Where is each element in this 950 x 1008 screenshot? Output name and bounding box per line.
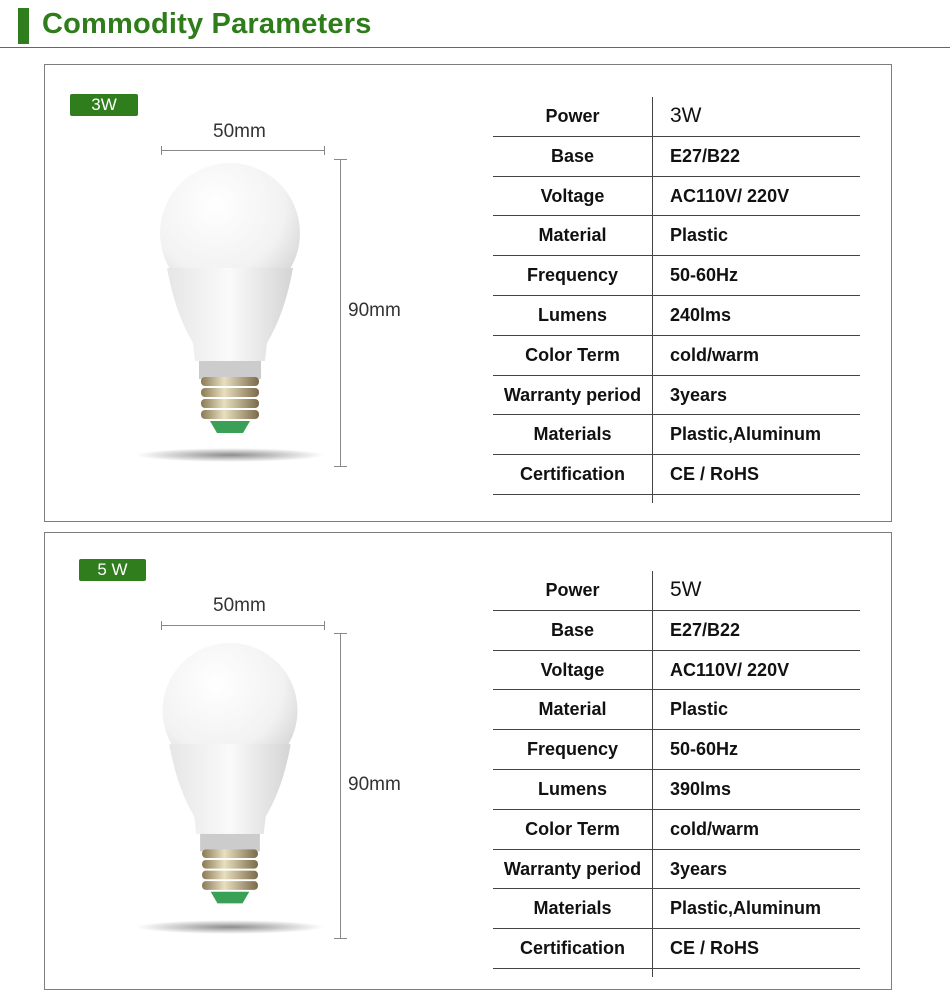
spec-value: cold/warm — [670, 818, 760, 839]
spec-key: Color Term — [525, 818, 620, 839]
spec-key: Power — [545, 106, 600, 126]
spec-key: Warranty period — [503, 384, 642, 405]
spec-value: 3years — [670, 384, 728, 405]
spec-value: 390lms — [670, 778, 732, 799]
spec-row — [493, 336, 860, 376]
spec-value: 240lms — [670, 304, 732, 325]
led-bulb-image — [155, 163, 305, 443]
wattage-badge: 5 W — [79, 559, 146, 581]
spec-value: 50-60Hz — [670, 739, 739, 760]
spec-value: E27/B22 — [670, 619, 741, 640]
spec-row — [493, 810, 860, 850]
spec-row — [493, 376, 860, 416]
spec-table — [493, 571, 860, 969]
spec-value: Plastic,Aluminum — [670, 898, 822, 919]
spec-row — [493, 730, 860, 770]
product-panel-3w — [44, 64, 892, 522]
spec-value: Plastic — [670, 225, 729, 246]
header-accent-bar — [18, 8, 29, 44]
spec-row — [493, 690, 860, 730]
bulb-shadow — [135, 920, 325, 934]
height-dimension-line — [340, 159, 341, 467]
spec-key: Voltage — [540, 185, 605, 206]
spec-row — [493, 770, 860, 810]
spec-key: Lumens — [537, 778, 607, 799]
wattage-badge: 3W — [70, 94, 138, 116]
spec-value: CE / RoHS — [670, 464, 760, 485]
spec-key: Frequency — [526, 739, 619, 760]
spec-value: Plastic,Aluminum — [670, 424, 822, 445]
width-dimension-label: 50mm — [213, 121, 266, 142]
height-dimension-label: 90mm — [348, 300, 401, 321]
spec-value: 3years — [670, 858, 728, 879]
spec-value: 3W — [670, 104, 702, 127]
spec-key: Voltage — [540, 659, 605, 680]
led-bulb-image — [155, 643, 305, 913]
spec-table — [493, 97, 860, 495]
spec-row — [493, 929, 860, 969]
spec-key: Color Term — [525, 344, 620, 365]
spec-value: E27/B22 — [670, 145, 741, 166]
spec-value: 50-60Hz — [670, 265, 739, 286]
spec-key: Frequency — [526, 265, 619, 286]
spec-row — [493, 850, 860, 890]
product-panel-5w — [44, 532, 892, 990]
spec-row — [493, 97, 860, 137]
spec-key: Power — [545, 580, 600, 600]
spec-key: Materials — [533, 424, 612, 445]
spec-row — [493, 177, 860, 217]
spec-row — [493, 256, 860, 296]
spec-row — [493, 296, 860, 336]
spec-key: Materials — [533, 898, 612, 919]
spec-value: 5W — [670, 578, 702, 601]
page-header — [0, 0, 950, 50]
spec-row — [493, 455, 860, 495]
width-dimension-line — [161, 150, 325, 151]
page-title: Commodity Parameters — [42, 8, 372, 40]
spec-key: Base — [550, 145, 595, 166]
spec-value: cold/warm — [670, 344, 760, 365]
spec-value: AC110V/ 220V — [670, 659, 790, 680]
height-dimension-line — [340, 633, 341, 939]
spec-key: Warranty period — [503, 858, 642, 879]
spec-row — [493, 651, 860, 691]
spec-row — [493, 571, 860, 611]
spec-row — [493, 889, 860, 929]
spec-value: Plastic — [670, 699, 729, 720]
spec-value: CE / RoHS — [670, 938, 760, 959]
header-divider — [0, 47, 950, 48]
width-dimension-line — [161, 625, 325, 626]
spec-key: Base — [550, 619, 595, 640]
spec-key: Certification — [519, 938, 625, 959]
width-dimension-label: 50mm — [213, 595, 266, 616]
spec-key: Material — [538, 699, 607, 720]
height-dimension-label: 90mm — [348, 774, 401, 795]
spec-row — [493, 137, 860, 177]
spec-row — [493, 415, 860, 455]
spec-key: Material — [538, 225, 607, 246]
bulb-shadow — [135, 448, 325, 462]
spec-row — [493, 611, 860, 651]
spec-key: Lumens — [537, 304, 607, 325]
spec-row — [493, 216, 860, 256]
spec-value: AC110V/ 220V — [670, 185, 790, 206]
spec-key: Certification — [519, 464, 625, 485]
